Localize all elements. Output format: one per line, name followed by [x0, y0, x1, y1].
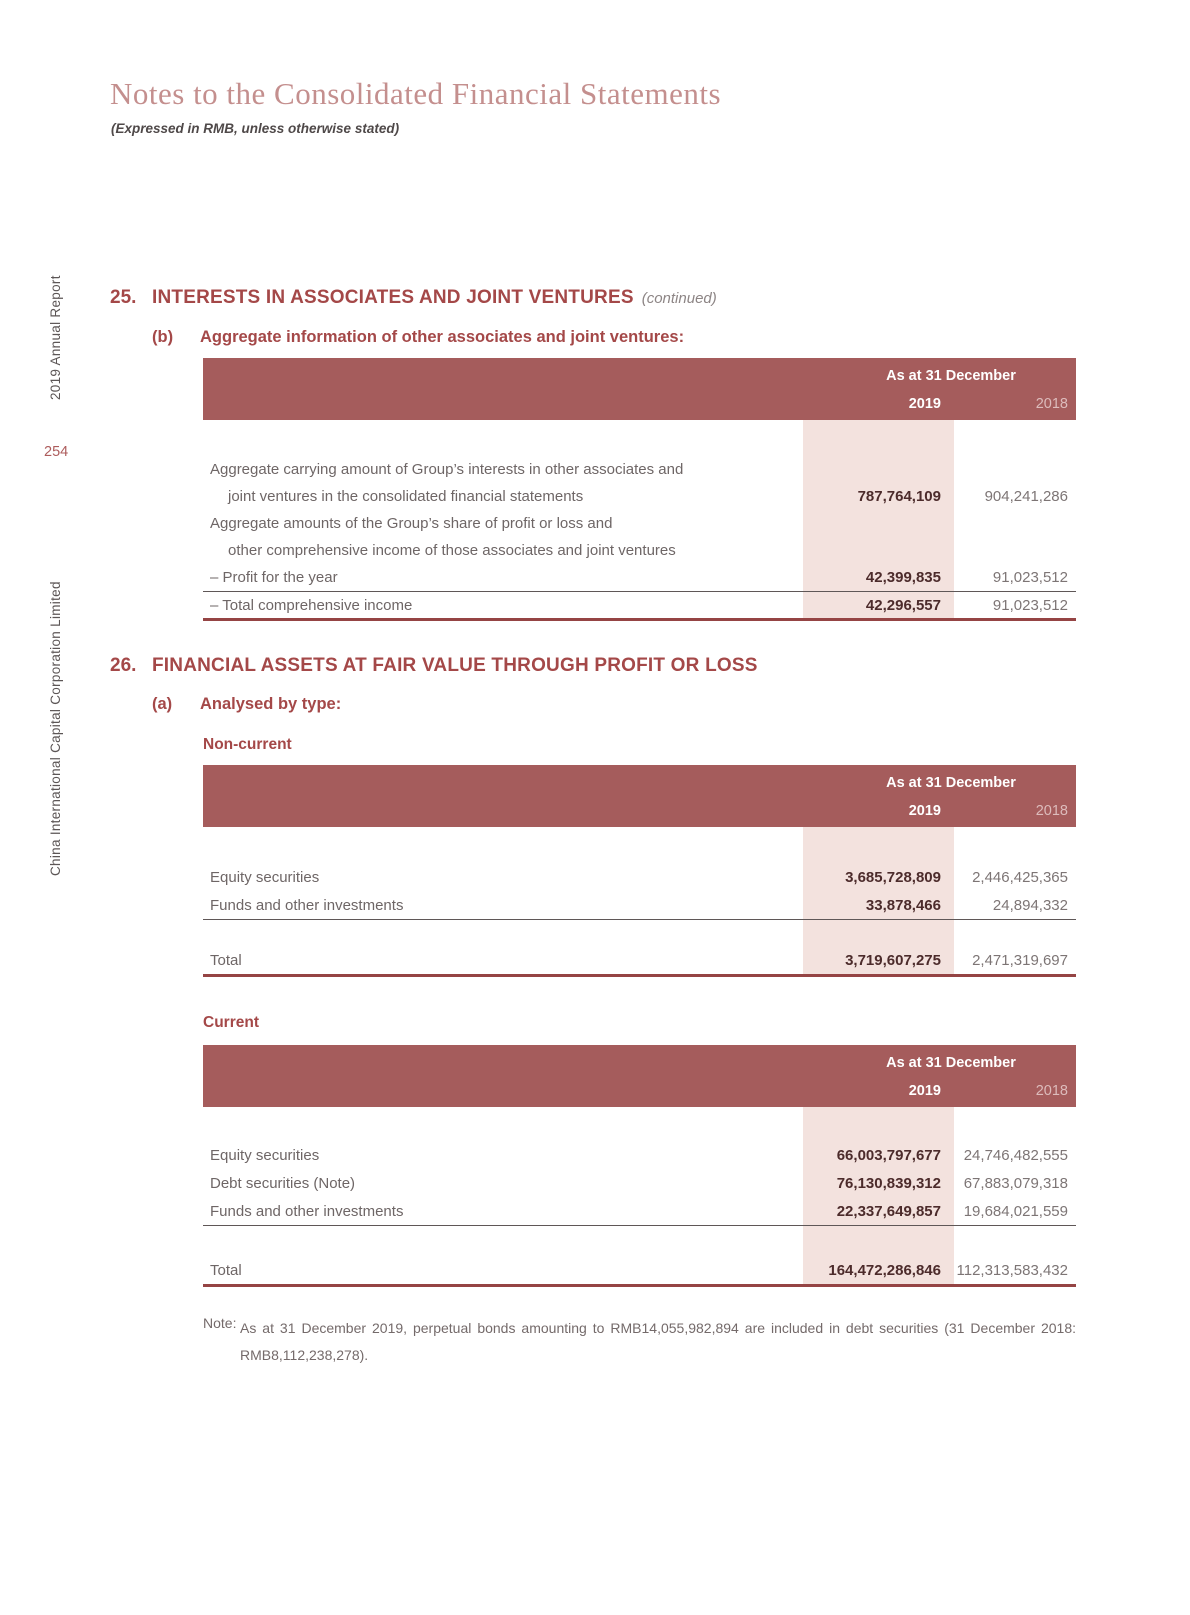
row-label: other comprehensive income of those associates and joint ventures [228, 542, 676, 559]
table-row [203, 456, 1076, 483]
table-row [203, 863, 1076, 891]
row-value-2018: 2,446,425,365 [972, 868, 1068, 886]
row-label: Aggregate amounts of the Group’s share of profit or loss and [210, 515, 613, 532]
section-25b-heading [152, 328, 684, 347]
table-row [203, 537, 1076, 564]
header-col-2018: 2018 [1035, 1083, 1068, 1099]
header-col-2019: 2019 [908, 396, 941, 412]
table-header-banner [203, 1045, 1076, 1107]
footnote-label: Note: [203, 1315, 237, 1331]
table-body [203, 420, 1076, 621]
table-bottom-border [203, 1284, 1076, 1287]
row-value-2018: 24,894,332 [992, 896, 1068, 914]
table-bottom-border [203, 618, 1076, 621]
row-value-2018: 67,883,079,318 [963, 1174, 1068, 1192]
row-label: Funds and other investments [210, 1202, 404, 1220]
noncurrent-group-label: Non-current [203, 736, 292, 753]
row-value-2019: 76,130,839,312 [836, 1174, 941, 1192]
row-label: Equity securities [210, 1146, 320, 1164]
total-value-2018: 112,313,583,432 [956, 1261, 1068, 1279]
row-value-2019: 66,003,797,677 [836, 1146, 941, 1164]
section-25b-label: (b) [152, 328, 174, 346]
table-row [203, 1141, 1076, 1169]
row-value-2019: 42,296,557 [865, 596, 941, 614]
total-label: Total [210, 1261, 242, 1279]
table-header-banner [203, 765, 1076, 827]
row-value-2018: 19,684,021,559 [963, 1202, 1068, 1220]
current-table [203, 1045, 1076, 1287]
header-col-2018: 2018 [1035, 396, 1068, 412]
page-subtitle: (Expressed in RMB, unless otherwise stated) [111, 121, 400, 136]
table-row [203, 1169, 1076, 1197]
row-value-2018: 24,746,482,555 [963, 1146, 1068, 1164]
header-col-2019: 2019 [908, 803, 941, 819]
total-value-2019: 164,472,286,846 [828, 1261, 941, 1279]
footnote-line2: RMB8,112,238,278). [240, 1346, 369, 1363]
section-25-title: INTERESTS IN ASSOCIATES AND JOINT VENTURES [152, 287, 634, 308]
row-label: Equity securities [210, 868, 320, 886]
sidebar-report-year: 2019 Annual Report [48, 275, 63, 400]
row-label: – Profit for the year [210, 569, 338, 586]
table-row [203, 510, 1076, 537]
row-value-2018: 904,241,286 [984, 488, 1068, 505]
header-col-2019: 2019 [908, 1083, 941, 1099]
header-as-at-date: As at 31 December [886, 775, 1016, 791]
row-label: joint ventures in the consolidated financial statements [228, 488, 584, 505]
total-value-2018: 2,471,319,697 [972, 951, 1068, 969]
section-26a-label: (a) [152, 695, 173, 713]
table-header-banner [203, 358, 1076, 420]
section-26-number: 26. [110, 655, 137, 676]
table-row [203, 1197, 1076, 1225]
table-row [203, 564, 1076, 591]
section-26-heading [110, 655, 758, 677]
total-row [203, 946, 1076, 974]
section-25b-title: Aggregate information of other associates and joint ventures: [200, 328, 685, 346]
total-row [203, 1256, 1076, 1284]
row-value-2019: 3,685,728,809 [845, 868, 941, 886]
row-value-2018: 91,023,512 [992, 596, 1068, 614]
row-label: Debt securities (Note) [210, 1174, 356, 1192]
table-body [203, 827, 1076, 977]
total-label: Total [210, 951, 242, 969]
row-value-2019: 33,878,466 [865, 896, 941, 914]
table-row [203, 592, 1076, 618]
row-label: Aggregate carrying amount of Group’s interests in other associates and [210, 461, 684, 478]
header-as-at-date: As at 31 December [886, 368, 1016, 384]
table-row [203, 891, 1076, 919]
row-value-2019: 22,337,649,857 [836, 1202, 941, 1220]
current-group-label: Current [203, 1014, 259, 1031]
header-col-2018: 2018 [1035, 803, 1068, 819]
row-value-2018: 91,023,512 [992, 569, 1068, 586]
sidebar-company-name: China International Capital Corporation Limited [48, 581, 63, 876]
footnote [203, 1315, 1076, 1368]
footnote-line1: As at 31 December 2019, perpetual bonds amounting to RMB14,055,982,894 are included in debt securities (31 December 2018: [240, 1320, 1076, 1336]
section-25-heading [110, 287, 717, 309]
row-value-2019: 42,399,835 [865, 569, 941, 586]
section-26a-heading [152, 695, 341, 714]
noncurrent-table [203, 765, 1076, 977]
table-row [203, 483, 1076, 510]
section-25-continued: (continued) [641, 290, 717, 307]
associates-aggregate-table [203, 358, 1076, 621]
total-value-2019: 3,719,607,275 [845, 951, 941, 969]
row-label: – Total comprehensive income [210, 596, 413, 614]
header-as-at-date: As at 31 December [886, 1055, 1016, 1071]
row-label: Funds and other investments [210, 896, 404, 914]
section-26a-title: Analysed by type: [200, 695, 342, 713]
row-value-2019: 787,764,109 [857, 488, 941, 505]
table-body [203, 1107, 1076, 1287]
page-number: 254 [44, 444, 69, 460]
table-bottom-border [203, 974, 1076, 977]
page-title: Notes to the Consolidated Financial Statements [110, 76, 722, 111]
section-25-number: 25. [110, 287, 137, 308]
section-26-title: FINANCIAL ASSETS AT FAIR VALUE THROUGH PROFIT OR LOSS [152, 655, 758, 676]
